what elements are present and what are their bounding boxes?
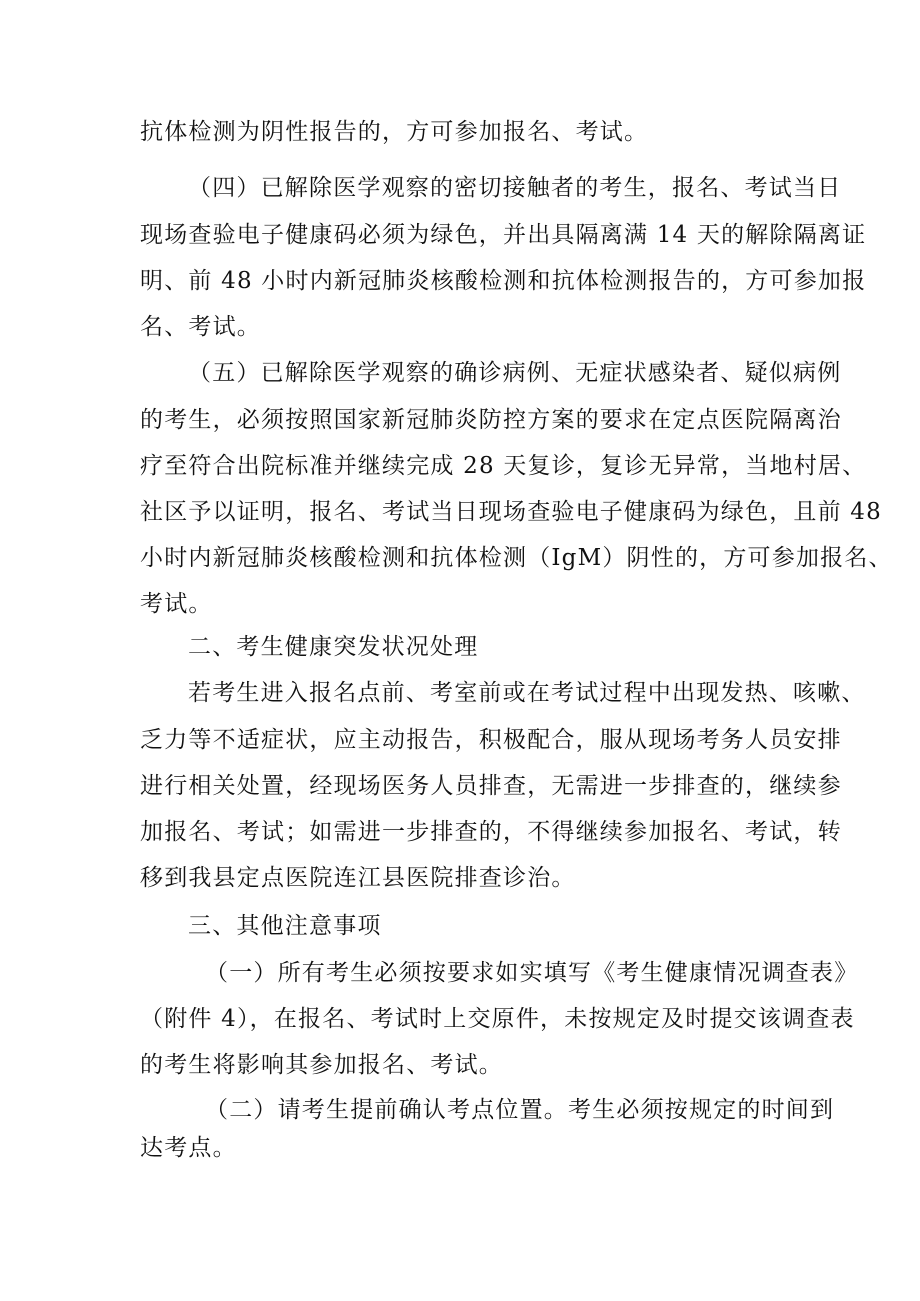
paragraph-line: 若考生进入报名点前、考室前或在考试过程中出现发热、咳嗽、 <box>188 680 866 706</box>
paragraph-line: 达考点。 <box>140 1135 237 1161</box>
paragraph-line: 抗体检测为阴性报告的，方可参加报名、考试。 <box>140 119 649 145</box>
paragraph-line: 小时内新冠肺炎核酸检测和抗体检测（IgM）阴性的，方可参加报名、 <box>140 545 893 571</box>
paragraph-line: （五）已解除医学观察的确诊病例、无症状感染者、疑似病例 <box>188 360 842 386</box>
paragraph-line: 疗至符合出院标准并继续完成 28 天复诊，复诊无异常，当地村居、 <box>140 453 867 479</box>
paragraph-line: （四）已解除医学观察的密切接触者的考生，报名、考试当日 <box>188 175 842 201</box>
paragraph-line: 考试。 <box>140 591 213 617</box>
paragraph-line: 移到我县定点医院连江县医院排查诊治。 <box>140 865 576 891</box>
paragraph-line: 名、考试。 <box>140 314 261 340</box>
section-heading: 三、其他注意事项 <box>188 913 382 939</box>
paragraph-line: （一）所有考生必须按要求如实填写《考生健康情况调查表》 <box>205 960 859 986</box>
paragraph-line: 加报名、考试；如需进一步排查的，不得继续参加报名、考试，转 <box>140 819 842 845</box>
paragraph-line: 明、前 48 小时内新冠肺炎核酸检测和抗体检测报告的，方可参加报 <box>140 268 867 294</box>
paragraph-line: 社区予以证明，报名、考试当日现场查验电子健康码为绿色，且前 48 <box>140 499 882 525</box>
section-heading: 二、考生健康突发状况处理 <box>188 634 479 660</box>
paragraph-line: 的考生，必须按照国家新冠肺炎防控方案的要求在定点医院隔离治 <box>140 407 842 433</box>
paragraph-line: 现场查验电子健康码必须为绿色，并出具隔离满 14 天的解除隔离证 <box>140 222 867 248</box>
paragraph-line: （二）请考生提前确认考点位置。考生必须按规定的时间到 <box>205 1097 835 1123</box>
paragraph-line: 进行相关处置，经现场医务人员排查，无需进一步排查的，继续参 <box>140 773 842 799</box>
paragraph-line: （附件 4），在报名、考试时上交原件，未按规定及时提交该调查表 <box>140 1006 855 1032</box>
paragraph-line: 乏力等不适症状，应主动报告，积极配合，服从现场考务人员安排 <box>140 727 842 753</box>
paragraph-line: 的考生将影响其参加报名、考试。 <box>140 1052 503 1078</box>
